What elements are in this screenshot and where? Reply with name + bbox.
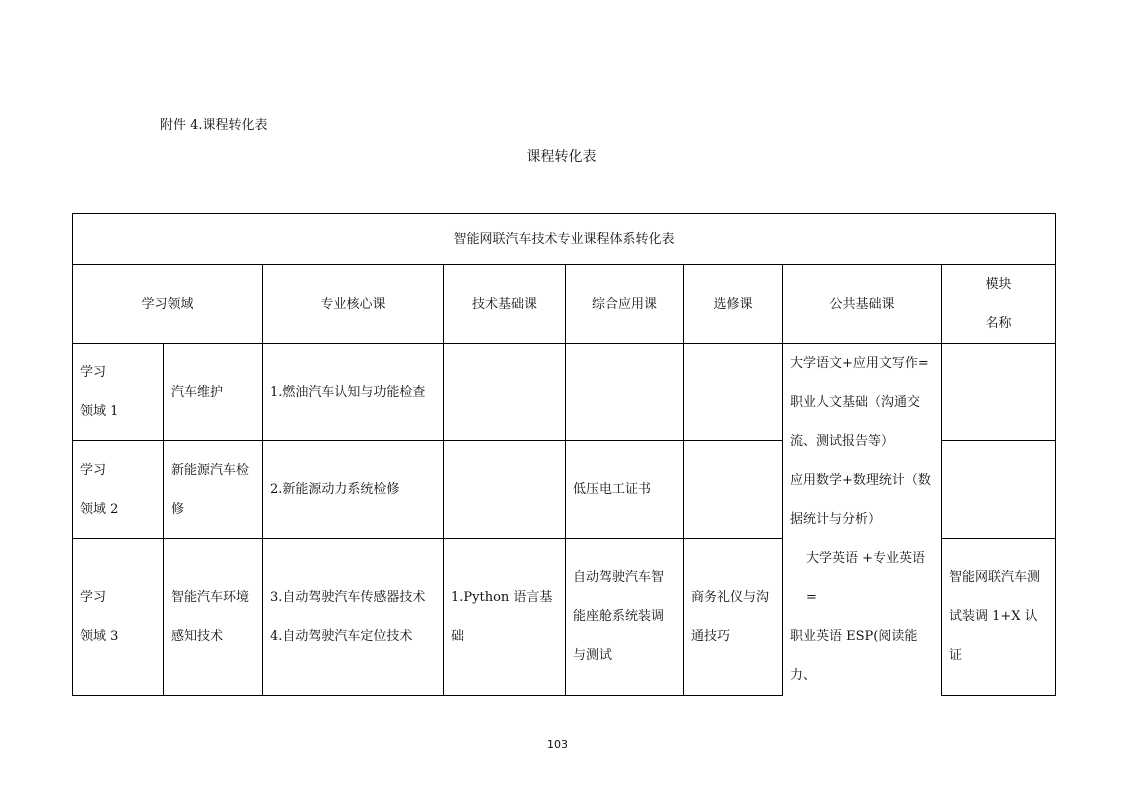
header-comprehensive: 综合应用课 — [566, 265, 684, 344]
header-elective: 选修课 — [684, 265, 783, 344]
public-basic-line: 流、测试报告等） — [790, 434, 895, 449]
core-cell: 2.新能源动力系统检修 — [263, 441, 444, 538]
header-tech-basic: 技术基础课 — [444, 265, 566, 344]
module-cell: 智能网联汽车测试装调 1+X 认证 — [942, 538, 1056, 695]
tech-basic-cell: 1.Python 语言基础 — [444, 538, 566, 695]
core-course-item: 3.自动驾驶汽车传感器技术 — [270, 589, 426, 605]
page-number: 103 — [547, 738, 568, 751]
field-cell: 智能汽车环境感知技术 — [164, 538, 263, 695]
domain-cell — [73, 344, 164, 441]
domain-label: 学习 — [80, 589, 107, 605]
module-cell — [942, 344, 1056, 441]
header-public-basic: 公共基础课 — [783, 265, 942, 344]
public-basic-line: 应用数学+数理统计（数 — [790, 473, 931, 488]
public-basic-line: 据统计与分析） — [790, 512, 882, 527]
course-conversion-table — [72, 213, 1056, 696]
comprehensive-cell: 低压电工证书 — [566, 441, 684, 538]
public-basic-cell — [783, 344, 942, 696]
elective-cell — [684, 344, 783, 441]
comprehensive-cell — [566, 344, 684, 441]
header-module-name — [942, 265, 1056, 344]
header-module-line2: 名称 — [985, 316, 1012, 331]
header-core-courses: 专业核心课 — [263, 265, 444, 344]
page-title: 课程转化表 — [526, 149, 597, 165]
comprehensive-cell: 自动驾驶汽车智能座舱系统装调与测试 — [566, 538, 684, 695]
domain-cell — [73, 538, 164, 695]
core-cell — [263, 538, 444, 695]
public-basic-line: 大学英语 +专业英语= — [806, 551, 926, 605]
elective-cell: 商务礼仪与沟通技巧 — [684, 538, 783, 695]
public-basic-line: 职业人文基础（沟通交 — [790, 395, 921, 410]
domain-number: 领域 3 — [80, 628, 119, 644]
domain-label: 学习 — [80, 462, 107, 478]
core-cell: 1.燃油汽车认知与功能检查 — [263, 344, 444, 441]
tech-basic-cell — [444, 441, 566, 538]
attachment-label: 附件 4.课程转化表 — [160, 118, 268, 133]
tech-basic-cell — [444, 344, 566, 441]
domain-number: 领域 1 — [80, 404, 119, 420]
domain-number: 领域 2 — [80, 501, 119, 517]
header-learning-domain: 学习领域 — [73, 265, 263, 344]
table-header-row — [73, 265, 1056, 344]
public-basic-line: 大学语文+应用文写作= — [790, 356, 929, 371]
domain-label: 学习 — [80, 365, 107, 381]
field-cell: 新能源汽车检修 — [164, 441, 263, 538]
table-title: 智能网联汽车技术专业课程体系转化表 — [73, 214, 1056, 265]
core-course-item: 4.自动驾驶汽车定位技术 — [270, 628, 413, 644]
elective-cell — [684, 441, 783, 538]
field-cell: 汽车维护 — [164, 344, 263, 441]
public-basic-line: 职业英语 ESP(阅读能力、 — [790, 629, 918, 683]
module-cell — [942, 441, 1056, 538]
table-row — [73, 344, 1056, 441]
domain-cell — [73, 441, 164, 538]
header-module-line1: 模块 — [985, 277, 1012, 292]
